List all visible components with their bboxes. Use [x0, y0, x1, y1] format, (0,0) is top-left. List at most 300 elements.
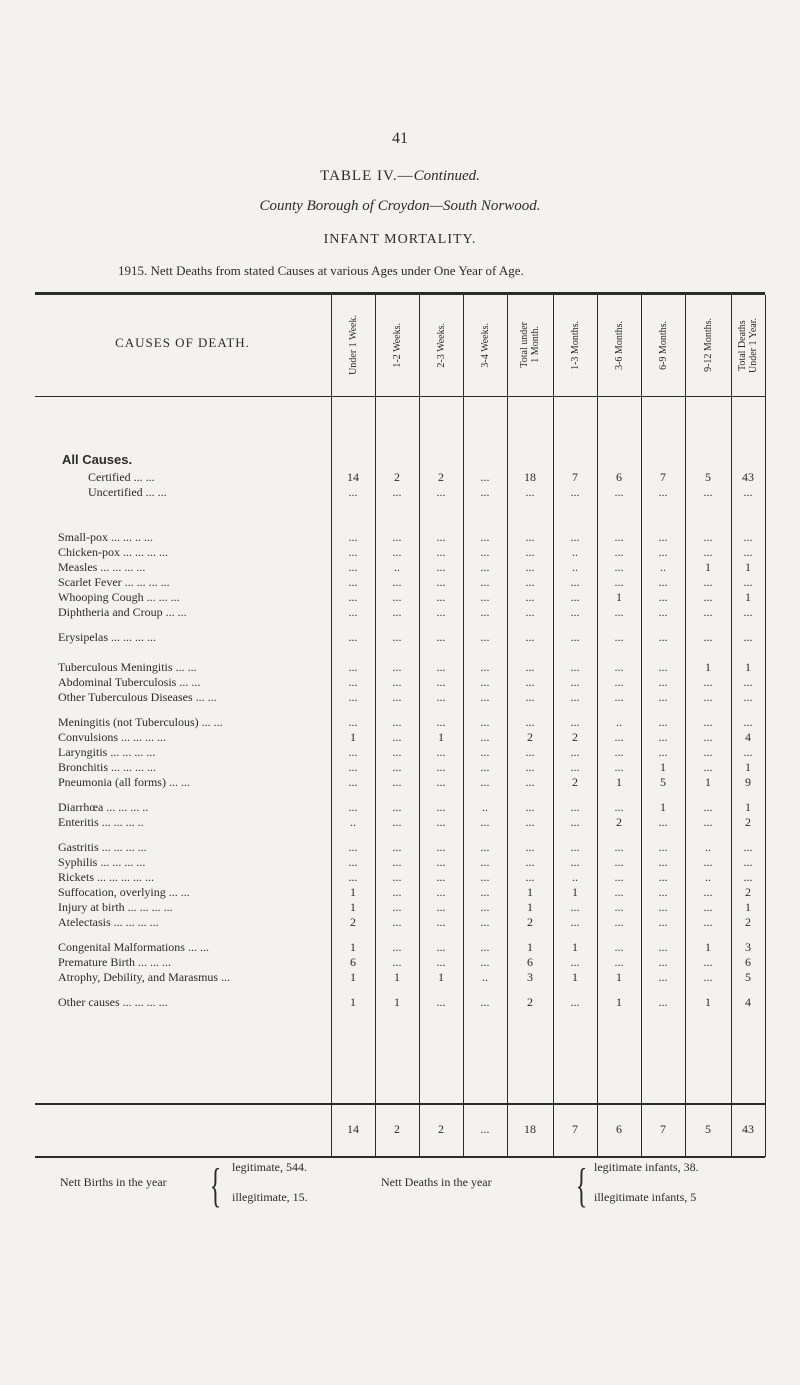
table-cell: ...	[480, 605, 490, 619]
table-cell: ...	[480, 1122, 490, 1136]
table-cell: ...	[703, 545, 713, 559]
table-cell: ...	[614, 485, 624, 499]
table-cell: ...	[525, 800, 535, 814]
table-cell: ...	[570, 675, 580, 689]
row-label: Tuberculous Meningitis ... ...	[58, 660, 197, 674]
table-cell: ...	[614, 870, 624, 884]
column-header-label: Total Deaths Under 1 Year.	[737, 317, 759, 373]
table-cell: ...	[348, 630, 358, 644]
table-cell: ...	[614, 605, 624, 619]
table-cell: 1	[438, 730, 444, 744]
table-row	[0, 775, 800, 790]
table-cell: 2	[438, 470, 444, 484]
column-header	[553, 300, 597, 390]
table-cell: 1	[616, 995, 622, 1009]
table-row	[0, 800, 800, 815]
table-cell: ...	[436, 915, 446, 929]
table-cell: ...	[614, 660, 624, 674]
column-header-label: 2-3 Weeks.	[435, 322, 447, 368]
table-cell: ...	[525, 855, 535, 869]
table-cell: 1	[394, 970, 400, 984]
table-cell: 2	[394, 470, 400, 484]
table-cell: ...	[348, 690, 358, 704]
column-header-label: Under 1 Week.	[347, 315, 359, 375]
table-row	[0, 530, 800, 545]
row-label: Chicken-pox ... ... ... ...	[58, 545, 168, 559]
table-cell: 6	[616, 470, 622, 484]
table-row	[0, 815, 800, 830]
row-label: Syphilis ... ... ... ...	[58, 855, 146, 869]
table-cell: ...	[348, 775, 358, 789]
table-row	[0, 485, 800, 500]
table-cell: ...	[436, 840, 446, 854]
column-header	[641, 300, 685, 390]
table-cell: ...	[392, 900, 402, 914]
table-cell: ...	[658, 900, 668, 914]
table-cell: ...	[570, 660, 580, 674]
table-cell: ...	[703, 915, 713, 929]
table-cell: ...	[480, 995, 490, 1009]
table-cell: ...	[614, 855, 624, 869]
table-cell: ...	[703, 690, 713, 704]
births-brace: {	[209, 1159, 222, 1212]
table-row	[0, 690, 800, 705]
totals-row	[0, 1122, 800, 1137]
table-cell: 1	[438, 970, 444, 984]
table-cell: ...	[392, 855, 402, 869]
table-cell: ...	[436, 675, 446, 689]
column-header-label: 3-6 Months.	[613, 320, 625, 370]
table-cell: ...	[570, 760, 580, 774]
table-row	[0, 840, 800, 855]
table-cell: ...	[436, 800, 446, 814]
table-cell: 1	[745, 560, 751, 574]
table-cell: ...	[348, 760, 358, 774]
table-cell: 5	[660, 775, 666, 789]
table-row	[0, 870, 800, 885]
table-cell: ...	[658, 815, 668, 829]
table-cell: ...	[480, 470, 490, 484]
table-cell: ...	[480, 675, 490, 689]
table-row	[0, 660, 800, 675]
table-cell: 4	[745, 995, 751, 1009]
column-header	[507, 300, 553, 390]
deaths-illegitimate: illegitimate infants, 5	[594, 1190, 697, 1204]
table-cell: ...	[436, 870, 446, 884]
table-cell: ...	[525, 575, 535, 589]
row-label: Atrophy, Debility, and Marasmus ...	[58, 970, 231, 984]
table-cell: ...	[392, 885, 402, 899]
table-cell: 1	[705, 940, 711, 954]
table-cell: ...	[525, 745, 535, 759]
table-cell: ...	[480, 840, 490, 854]
table-cell: ...	[436, 605, 446, 619]
table-cell: 1	[527, 885, 533, 899]
table-row	[0, 715, 800, 730]
table-cell: ...	[525, 675, 535, 689]
table-cell: 3	[527, 970, 533, 984]
table-cell: ...	[480, 715, 490, 729]
table-cell: ...	[480, 870, 490, 884]
row-label: Convulsions ... ... ... ...	[58, 730, 167, 744]
table-row	[0, 745, 800, 760]
table-cell: 2	[438, 1122, 444, 1136]
table-cell: ...	[348, 855, 358, 869]
table-cell: ...	[614, 530, 624, 544]
row-label: Measles ... ... ... ...	[58, 560, 146, 574]
table-cell: ...	[570, 530, 580, 544]
table-cell: 1	[350, 940, 356, 954]
table-row	[0, 560, 800, 575]
table-cell: ...	[570, 575, 580, 589]
table-cell: ...	[525, 660, 535, 674]
table-cell: ...	[525, 560, 535, 574]
table-cell: ...	[525, 840, 535, 854]
table-cell: ...	[436, 715, 446, 729]
table-cell: ...	[743, 530, 753, 544]
table-cell: ...	[392, 660, 402, 674]
table-cell: 3	[745, 940, 751, 954]
table-cell: ...	[658, 605, 668, 619]
row-label: Laryngitis ... ... ... ...	[58, 745, 156, 759]
table-cell: ...	[392, 940, 402, 954]
table-row	[0, 675, 800, 690]
table-cell: 2	[394, 1122, 400, 1136]
table-cell: ...	[570, 800, 580, 814]
table-cell: ...	[658, 590, 668, 604]
table-cell: 5	[745, 970, 751, 984]
column-header	[419, 300, 463, 390]
table-cell: 6	[616, 1122, 622, 1136]
table-cell: ...	[348, 870, 358, 884]
table-row	[0, 915, 800, 930]
table-cell: ...	[480, 485, 490, 499]
table-cell: 7	[572, 1122, 578, 1136]
row-label: Erysipelas ... ... ... ...	[58, 630, 156, 644]
table-cell: 14	[347, 1122, 359, 1136]
table-cell: 2	[745, 815, 751, 829]
table-cell: ...	[703, 630, 713, 644]
table-row	[0, 730, 800, 745]
table-cell: ...	[348, 840, 358, 854]
births-illegitimate: illegitimate, 15.	[232, 1190, 308, 1204]
table-cell: ...	[392, 840, 402, 854]
table-cell: ...	[348, 715, 358, 729]
births-label: Nett Births in the year	[60, 1175, 167, 1189]
table-cell: ...	[392, 590, 402, 604]
table-cell: ...	[525, 690, 535, 704]
table-cell: ...	[743, 675, 753, 689]
table-cell: ...	[348, 590, 358, 604]
table-cell: ...	[348, 530, 358, 544]
table-row	[0, 630, 800, 645]
table-cell: ...	[525, 870, 535, 884]
table-cell: 1	[616, 970, 622, 984]
table-cell: ...	[658, 660, 668, 674]
table-cell: ...	[570, 915, 580, 929]
section-all-causes: All Causes.	[62, 452, 133, 467]
table-row	[0, 855, 800, 870]
table-cell: ...	[743, 545, 753, 559]
table-cell: ...	[614, 690, 624, 704]
table-cell: 18	[524, 1122, 536, 1136]
table-cell: 2	[527, 995, 533, 1009]
table-cell: ...	[570, 745, 580, 759]
table-cell: ..	[482, 800, 488, 814]
table-cell: ...	[348, 605, 358, 619]
table-cell: ...	[703, 955, 713, 969]
table-cell: ...	[743, 855, 753, 869]
table-cell: ..	[572, 560, 578, 574]
table-cell: ...	[436, 900, 446, 914]
table-cell: ...	[480, 690, 490, 704]
table-cell: ...	[658, 970, 668, 984]
table-cell: 4	[745, 730, 751, 744]
row-label: Gastritis ... ... ... ...	[58, 840, 147, 854]
table-cell: 1	[350, 970, 356, 984]
row-label: Bronchitis ... ... ... ...	[58, 760, 156, 774]
row-label: Small-pox ... ... .. ...	[58, 530, 153, 544]
table-cell: ...	[348, 575, 358, 589]
table-cell: ...	[570, 815, 580, 829]
header-rule	[35, 396, 765, 397]
table-cell: 2	[745, 915, 751, 929]
table-cell: ...	[436, 995, 446, 1009]
table-cell: ..	[705, 870, 711, 884]
table-cell: ...	[658, 870, 668, 884]
table-cell: ...	[436, 530, 446, 544]
table-cell: 2	[572, 730, 578, 744]
table-cell: ...	[392, 675, 402, 689]
table-cell: ...	[480, 730, 490, 744]
table-cell: ...	[703, 760, 713, 774]
table-cell: ...	[392, 485, 402, 499]
column-header-label: Total under 1 Month.	[519, 322, 541, 368]
table-cell: ...	[743, 630, 753, 644]
table-cell: ..	[394, 560, 400, 574]
table-cell: ...	[614, 900, 624, 914]
table-cell: 1	[572, 940, 578, 954]
table-cell: ...	[436, 560, 446, 574]
table-cell: ...	[480, 660, 490, 674]
table-cell: ...	[743, 690, 753, 704]
table-cell: 1	[660, 800, 666, 814]
table-cell: ...	[570, 715, 580, 729]
table-cell: ...	[570, 955, 580, 969]
table-cell: ...	[614, 560, 624, 574]
table-cell: 1	[705, 995, 711, 1009]
table-cell: ...	[703, 900, 713, 914]
table-cell: 1	[745, 800, 751, 814]
table-row	[0, 590, 800, 605]
row-label: Pneumonia (all forms) ... ...	[58, 775, 190, 789]
column-header	[375, 300, 419, 390]
table-cell: ...	[614, 730, 624, 744]
column-header	[731, 300, 765, 390]
table-cell: ...	[614, 575, 624, 589]
table-row	[0, 470, 800, 485]
table-cell: ...	[348, 485, 358, 499]
table-cell: ...	[743, 870, 753, 884]
table-cell: ...	[480, 775, 490, 789]
deaths-brace: {	[575, 1159, 588, 1212]
table-cell: ...	[392, 775, 402, 789]
table-cell: ...	[348, 545, 358, 559]
table-cell: ...	[392, 800, 402, 814]
table-cell: 14	[347, 470, 359, 484]
table-cell: 1	[350, 995, 356, 1009]
table-cell: ...	[480, 545, 490, 559]
causes-header: CAUSES OF DEATH.	[115, 335, 250, 350]
row-label: Premature Birth ... ... ...	[58, 955, 171, 969]
table-cell: ...	[658, 575, 668, 589]
table-cell: ...	[614, 800, 624, 814]
table-cell: ...	[658, 885, 668, 899]
table-cell: ..	[660, 560, 666, 574]
table-cell: ...	[703, 855, 713, 869]
table-cell: ...	[480, 575, 490, 589]
table-row	[0, 605, 800, 620]
table-cell: ...	[436, 760, 446, 774]
row-label: Whooping Cough ... ... ...	[58, 590, 180, 604]
table-cell: ...	[525, 530, 535, 544]
table-cell: ...	[525, 760, 535, 774]
table-cell: ...	[658, 545, 668, 559]
table-cell: ...	[743, 605, 753, 619]
table-cell: 1	[572, 885, 578, 899]
column-header-label: 9-12 Months.	[702, 318, 714, 372]
table-cell: 1	[705, 560, 711, 574]
births-legitimate: legitimate, 544.	[232, 1160, 307, 1174]
table-cell: ...	[703, 970, 713, 984]
table-cell: ...	[570, 855, 580, 869]
title-suffix: Continued.	[413, 168, 480, 184]
table-cell: ...	[658, 675, 668, 689]
table-cell: ...	[703, 675, 713, 689]
table-cell: 1	[705, 660, 711, 674]
table-cell: ...	[392, 955, 402, 969]
table-cell: ...	[480, 900, 490, 914]
table-cell: ...	[525, 630, 535, 644]
deaths-label: Nett Deaths in the year	[381, 1175, 492, 1189]
table-cell: ...	[480, 915, 490, 929]
table-cell: ...	[348, 560, 358, 574]
table-row	[0, 970, 800, 985]
table-cell: ...	[480, 815, 490, 829]
table-cell: 5	[705, 470, 711, 484]
column-header	[331, 300, 375, 390]
row-label: Enteritis ... ... ... ..	[58, 815, 144, 829]
row-label: Injury at birth ... ... ... ...	[58, 900, 173, 914]
table-cell: ...	[658, 630, 668, 644]
table-cell: ...	[614, 745, 624, 759]
table-cell: ...	[743, 575, 753, 589]
column-header-label: 6-9 Months.	[657, 320, 669, 370]
table-cell: ...	[392, 575, 402, 589]
table-cell: 7	[660, 470, 666, 484]
table-cell: ...	[703, 730, 713, 744]
table-cell: ...	[614, 915, 624, 929]
table-cell: ...	[436, 545, 446, 559]
row-label: Atelectasis ... ... ... ...	[58, 915, 159, 929]
table-cell: 6	[350, 955, 356, 969]
table-cell: ...	[392, 745, 402, 759]
table-cell: ...	[658, 840, 668, 854]
table-cell: ...	[658, 715, 668, 729]
table-cell: ...	[480, 530, 490, 544]
table-cell: ...	[436, 575, 446, 589]
row-label: Suffocation, overlying ... ...	[58, 885, 190, 899]
table-cell: ...	[392, 715, 402, 729]
table-cell: ..	[482, 970, 488, 984]
table-cell: 1	[616, 590, 622, 604]
table-cell: ...	[348, 675, 358, 689]
column-header	[685, 300, 731, 390]
table-cell: ...	[614, 760, 624, 774]
table-cell: ...	[348, 745, 358, 759]
row-label: Uncertified ... ...	[88, 485, 167, 499]
table-cell: 18	[524, 470, 536, 484]
table-cell: 7	[572, 470, 578, 484]
table-cell: ...	[743, 485, 753, 499]
table-cell: 1	[745, 660, 751, 674]
table-row	[0, 545, 800, 560]
table-cell: ...	[570, 590, 580, 604]
table-cell: ...	[570, 995, 580, 1009]
table-title	[0, 168, 800, 185]
table-cell: ...	[348, 800, 358, 814]
table-cell: ...	[570, 840, 580, 854]
table-cell: ...	[703, 745, 713, 759]
table-cell: ...	[743, 715, 753, 729]
totals-rule	[35, 1103, 765, 1105]
table-cell: ...	[658, 745, 668, 759]
table-cell: ...	[436, 940, 446, 954]
table-cell: 1	[616, 775, 622, 789]
table-row	[0, 900, 800, 915]
column-header-label: 1-3 Months.	[569, 320, 581, 370]
table-cell: 2	[350, 915, 356, 929]
column-header	[463, 300, 507, 390]
row-label: Diphtheria and Croup ... ...	[58, 605, 187, 619]
table-cell: ...	[703, 530, 713, 544]
row-label: Abdominal Tuberculosis ... ...	[58, 675, 201, 689]
table-row	[0, 575, 800, 590]
table-cell: ...	[703, 800, 713, 814]
table-cell: ...	[480, 745, 490, 759]
table-cell: ...	[480, 940, 490, 954]
table-cell: 1	[394, 995, 400, 1009]
column-header	[597, 300, 641, 390]
row-label: Meningitis (not Tuberculous) ... ...	[58, 715, 223, 729]
row-label: Rickets ... ... ... ... ...	[58, 870, 154, 884]
table-cell: ...	[703, 715, 713, 729]
row-label: Other Tuberculous Diseases ... ...	[58, 690, 217, 704]
table-cell: 1	[705, 775, 711, 789]
table-cell: 1	[527, 940, 533, 954]
table-cell: ...	[658, 915, 668, 929]
table-cell: ...	[614, 675, 624, 689]
table-cell: ...	[525, 590, 535, 604]
table-cell: ...	[348, 660, 358, 674]
top-rule	[35, 292, 765, 295]
table-cell: ...	[525, 775, 535, 789]
table-cell: ...	[703, 485, 713, 499]
table-cell: 2	[745, 885, 751, 899]
table-cell: ..	[616, 715, 622, 729]
table-cell: ...	[392, 690, 402, 704]
table-cell: ...	[703, 590, 713, 604]
